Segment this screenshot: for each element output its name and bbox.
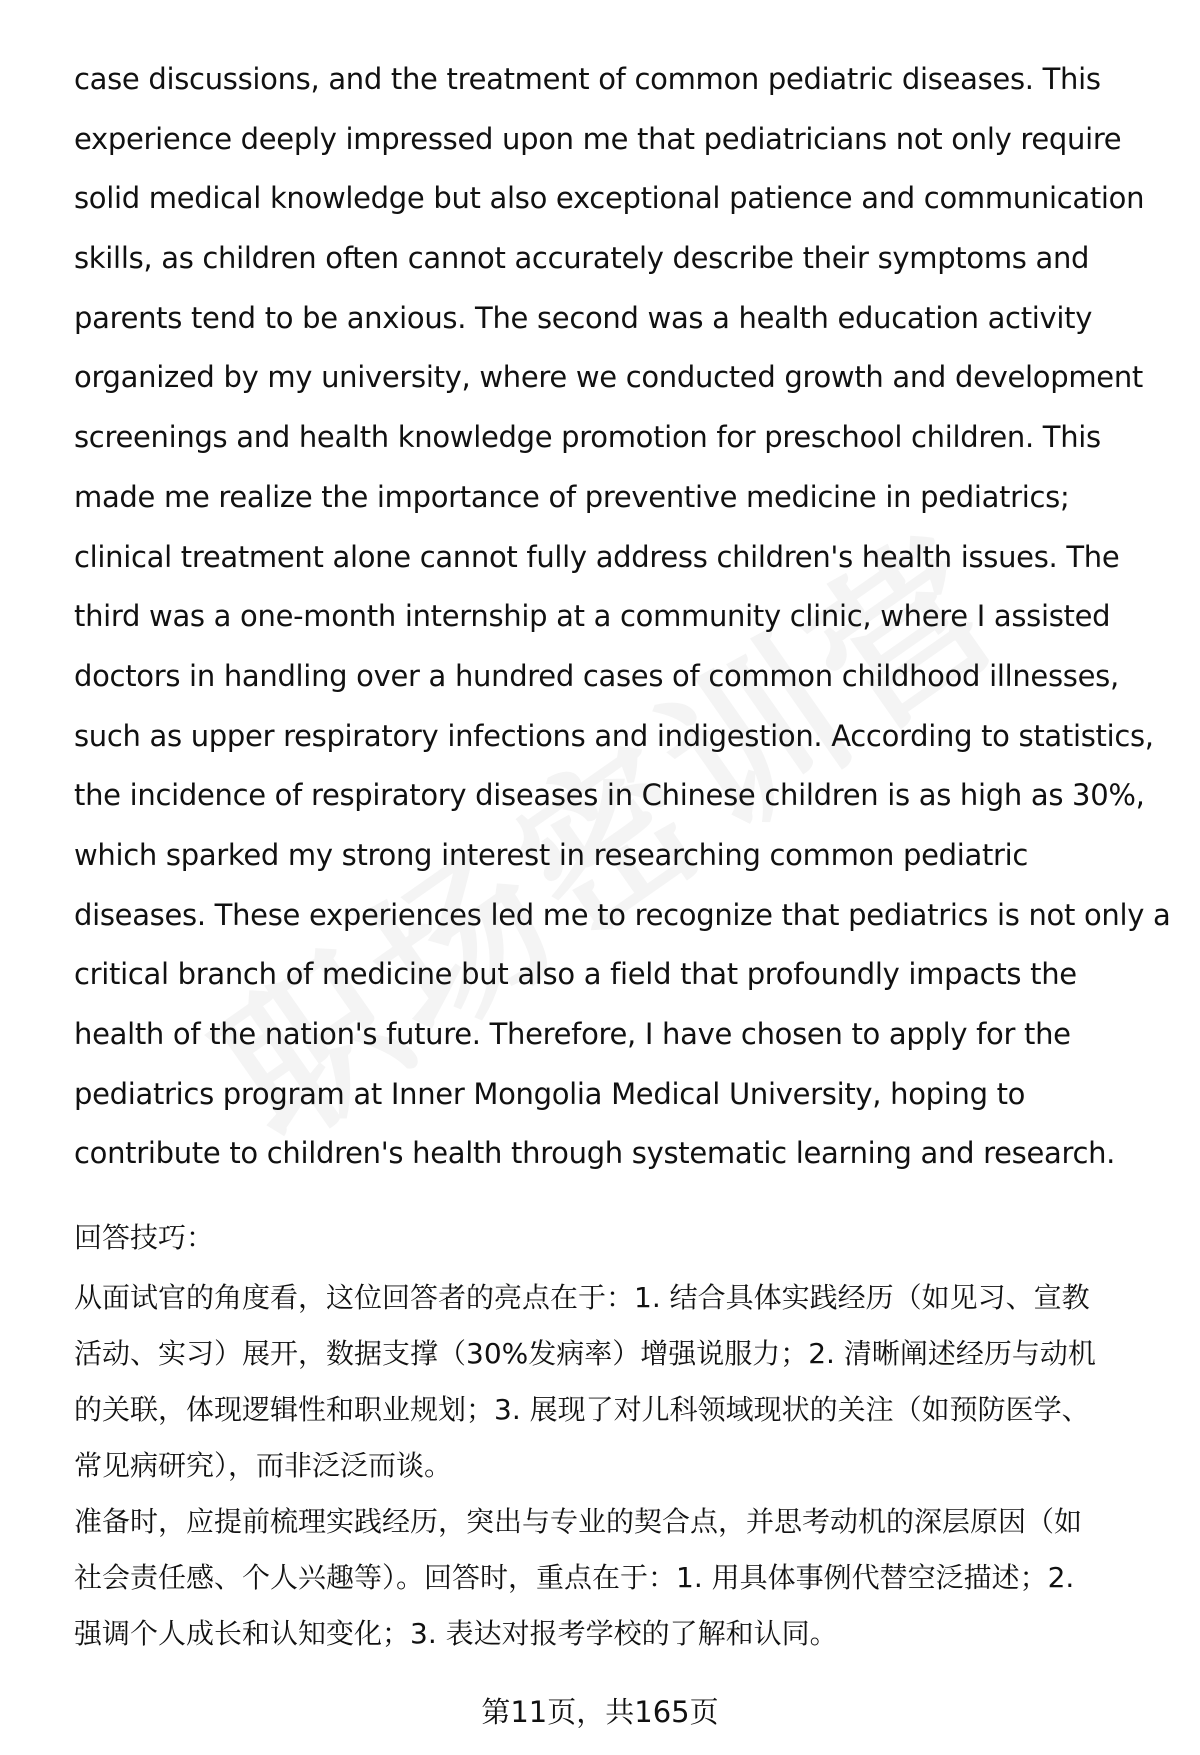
essay-line: made me realize the importance of preventive medicine in pediatrics; <box>74 479 1070 514</box>
essay-line: pediatrics program at Inner Mongolia Medical University, hoping to <box>74 1076 1026 1111</box>
essay-line: health of the nation's future. Therefore, I have chosen to apply for the <box>74 1017 1071 1051</box>
essay-line: screenings and health knowledge promotion for preschool children. This <box>74 420 1101 455</box>
essay-line: the incidence of respiratory diseases in Chinese children is as high as 30%, <box>74 778 1145 813</box>
essay-line: solid medical knowledge but also exceptional patience and communication <box>74 181 1145 216</box>
essay-line: parents tend to be anxious. The second was a health education activity <box>74 300 1093 335</box>
tips-line: 从面试官的角度看，这位回答者的亮点在于：1. 结合具体实践经历（如见习、宣教 <box>74 1281 1090 1314</box>
tips-line: 社会责任感、个人兴趣等）。回答时，重点在于：1. 用具体事例代替空泛描述；2. <box>74 1561 1075 1594</box>
essay-line: experience deeply impressed upon me that pediatricians not only require <box>74 121 1122 156</box>
tips-line: 的关联，体现逻辑性和职业规划；3. 展现了对儿科领域现状的关注（如预防医学、 <box>74 1393 1090 1426</box>
essay-line: third was a one-month internship at a community clinic, where I assisted <box>74 599 1111 634</box>
essay-line: critical branch of medicine but also a field that profoundly impacts the <box>74 957 1077 992</box>
tips-line: 强调个人成长和认知变化；3. 表达对报考学校的了解和认同。 <box>74 1617 838 1650</box>
essay-body <box>74 50 1171 1184</box>
tips-heading: 回答技巧： <box>74 1221 215 1254</box>
essay-line: which sparked my strong interest in researching common pediatric <box>74 837 1029 872</box>
essay-line: such as upper respiratory infections and indigestion. According to statistics, <box>74 718 1154 753</box>
essay-line: clinical treatment alone cannot fully address children's health issues. The <box>74 539 1120 574</box>
essay-line: contribute to children's health through systematic learning and research. <box>74 1136 1116 1171</box>
tips-line: 准备时，应提前梳理实践经历，突出与专业的契合点，并思考动机的深层原因（如 <box>74 1505 1083 1538</box>
tips-line: 常见病研究），而非泛泛而谈。 <box>74 1449 453 1482</box>
essay-line: organized by my university, where we conducted growth and development <box>74 360 1143 395</box>
tips-line: 活动、实习）展开，数据支撑（30%发病率）增强说服力；2. 清晰阐述经历与动机 <box>74 1337 1096 1370</box>
essay-line: case discussions, and the treatment of common pediatric diseases. This <box>74 62 1101 96</box>
essay-line: skills, as children often cannot accurately describe their symptoms and <box>74 241 1090 276</box>
essay-line: diseases. These experiences led me to recognize that pediatrics is not only a <box>74 897 1171 932</box>
page-number-footer: 第11页，共165页 <box>481 1695 719 1729</box>
answer-tips-section <box>74 1210 1164 1662</box>
essay-line: doctors in handling over a hundred cases of common childhood illnesses, <box>74 658 1119 693</box>
